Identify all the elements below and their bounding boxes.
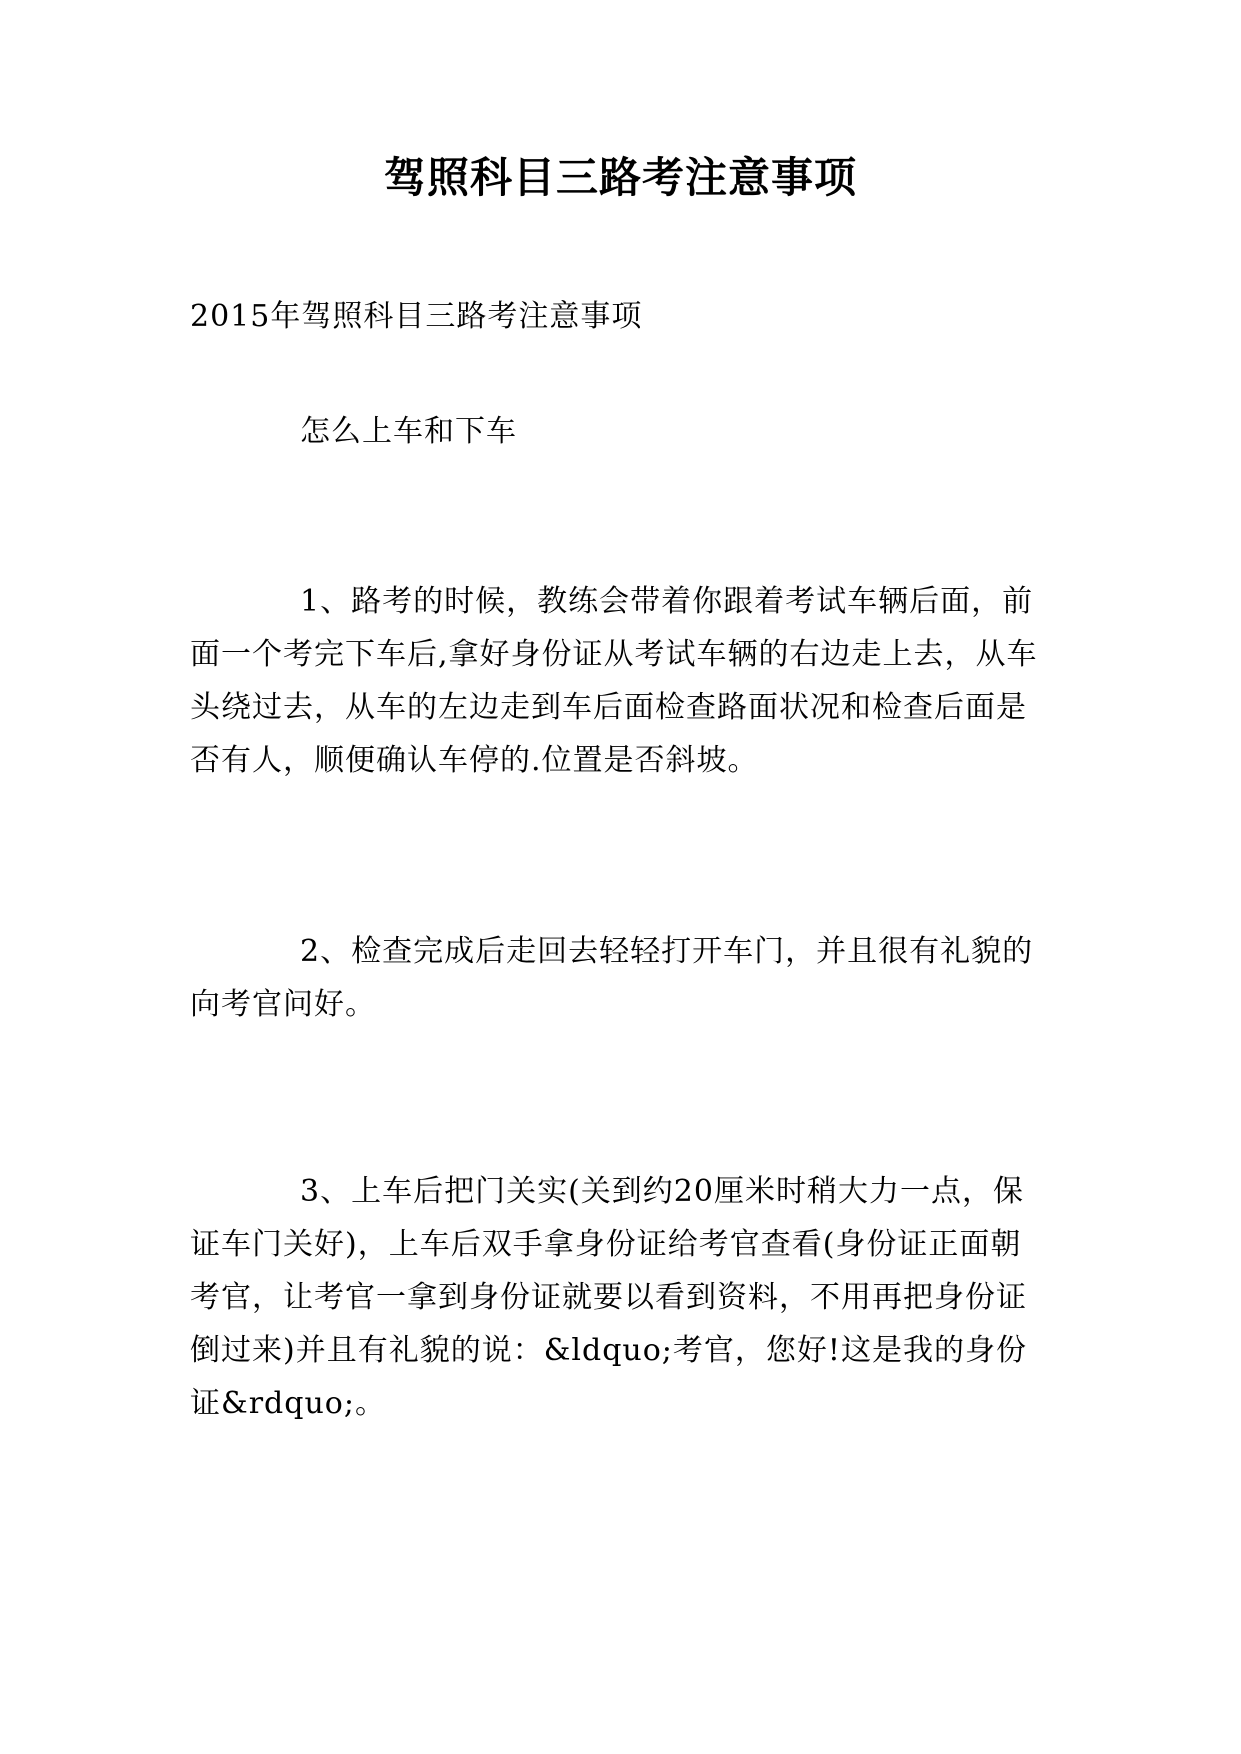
document-subtitle: 2015年驾照科目三路考注意事项 (190, 299, 643, 334)
section-heading: 怎么上车和下车 (300, 414, 517, 449)
paragraph-2: 2、检查完成后走回去轻轻打开车门，并且很有礼貌的向考官问好。 (190, 934, 1034, 1022)
document-title: 驾照科目三路考注意事项 (383, 153, 857, 202)
paragraph-3: 3、上车后把门关实(关到约20厘米时稍大力一点，保证车门关好)，上车后双手拿身份证给考官查看(身份证正面朝考官，让考官一拿到身份证就要以看到资料，不用再把身份证倒过来)并且有礼貌的说：&ldquo;考官，您好!这是我的身份证&rdquo;。 (190, 1174, 1027, 1421)
paragraph-1: 1、路考的时候，教练会带着你跟着考试车辆后面，前面一个考完下车后,拿好身份证从考试车辆的右边走上去，从车头绕过去，从车的左边走到车后面检查路面状况和检查后面是否有人，顺便确认车停的.位置是否斜坡。 (190, 584, 1038, 778)
